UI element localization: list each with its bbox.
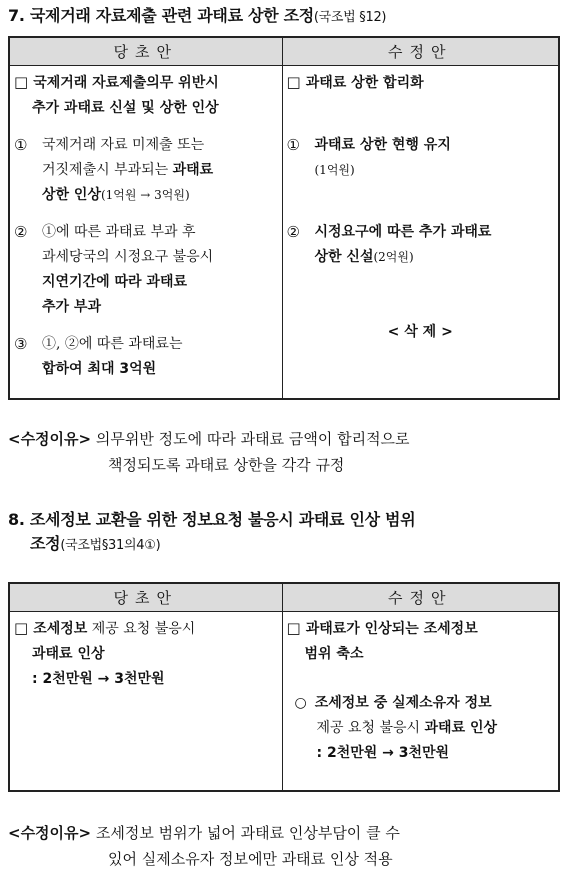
circled-2-icon: ②: [14, 222, 28, 241]
original-item-3: ③ ①, ②에 따른 과태료는 합하여 최대 3억원: [14, 332, 278, 382]
col-revised-header: 수정안: [282, 37, 559, 65]
deleted-marker: < 삭 제 >: [387, 323, 453, 340]
section-7-reason: <수정이유> 의무위반 정도에 따라 과태료 금액이 합리적으로 책정되도록 과태료 상한을 각각 규정: [8, 430, 410, 474]
section-8-table: [8, 582, 560, 792]
bullet-icon: ○: [294, 694, 307, 711]
circled-1-icon: ①: [14, 135, 28, 154]
section-7-table: [8, 36, 560, 400]
revised-heading: □ 과태료 상한 합리화: [286, 72, 424, 91]
checkbox-icon: □: [14, 72, 29, 91]
revised-item-1: ① 과태료 상한 현행 유지 (1억원): [287, 133, 555, 183]
section-8-heading: 8. 조세정보 교환을 위한 정보요청 불응시 과태료 인상 범위 조정(국조법§31의4①): [8, 510, 416, 553]
revised-column: [282, 65, 559, 399]
col-original-header: 당초안: [9, 37, 282, 65]
original-heading: □ 국제거래 자료제출의무 위반시: [14, 72, 219, 91]
checkbox-icon: □: [286, 72, 301, 91]
col-revised-header: 수정안: [282, 583, 559, 611]
original-item-2: ② ①에 따른 과태료 부과 후 과세당국의 시정요구 불응시 지연기간에 따라 과태료 추가 부과: [14, 220, 278, 320]
circled-1-icon: ①: [286, 135, 300, 154]
section-8-title: 8. 조세정보 교환을 위한 정보요청 불응시 과태료 인상 범위: [8, 510, 416, 529]
section-7-ref: (국조법 §12): [313, 10, 387, 25]
section-8-ref: (국조법§31의4①): [60, 538, 161, 553]
original-column: [9, 65, 282, 399]
section-7-heading: [8, 4, 386, 30]
revised-column: □ 과태료가 인상되는 조세정보 범위 축소 ○ 조세정보 중 실제소유자 정보 제공 요청 불응시 과태료 인상 : 2천만원 → 3천만원: [282, 611, 559, 791]
reason-label: <수정이유>: [8, 430, 92, 448]
reason-label: <수정이유>: [8, 824, 92, 842]
original-heading-cont: 추가 과태료 신설 및 상한 인상: [32, 99, 219, 116]
section-8-reason: <수정이유> 조세정보 범위가 넓어 과태료 인상부담이 클 수 있어 실제소유자 정보에만 과태료 인상 적용: [8, 824, 400, 868]
revised-item-2: ② 시정요구에 따른 추가 과태료 상한 신설(2억원): [287, 220, 555, 270]
circled-2-icon: ②: [286, 222, 300, 241]
original-item-1: ① 국제거래 자료 미제출 또는 거짓제출시 부과되는 과태료 상한 인상(1억원 → 3억원): [14, 133, 278, 208]
checkbox-icon: □: [286, 618, 301, 637]
original-column: □ 조세정보 제공 요청 불응시 과태료 인상 : 2천만원 → 3천만원: [14, 618, 196, 687]
circled-3-icon: ③: [14, 334, 28, 353]
section-7-title: 7. 국제거래 자료제출 관련 과태료 상한 조정: [8, 6, 314, 25]
checkbox-icon: □: [14, 618, 29, 637]
col-original-header: 당초안: [9, 583, 282, 611]
